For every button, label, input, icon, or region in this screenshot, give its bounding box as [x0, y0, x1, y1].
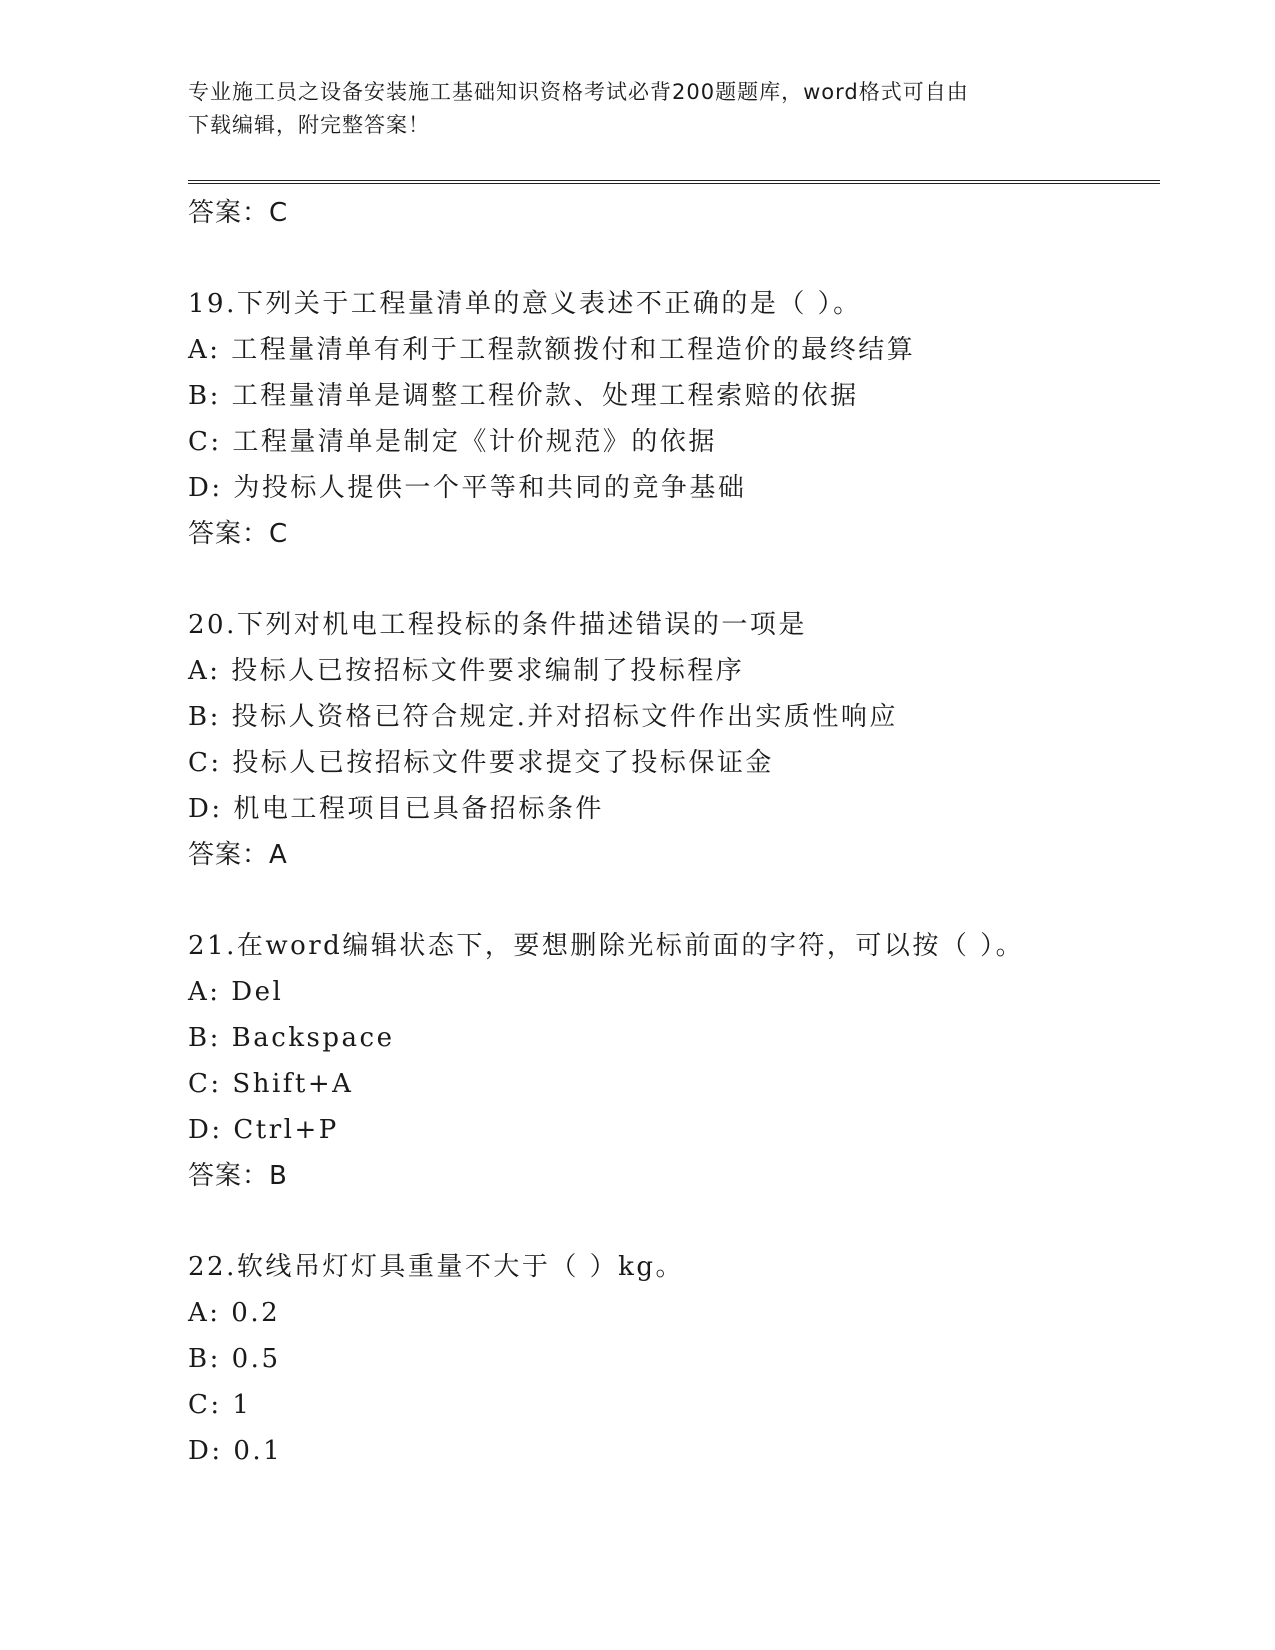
- answer-line: 答案：C: [188, 519, 289, 549]
- question-block: [188, 1244, 1160, 1474]
- option-d: D: Ctrl+P: [188, 1115, 339, 1145]
- question-spacer: [188, 1199, 1160, 1244]
- question-spacer: [188, 878, 1160, 923]
- question-spacer: [188, 557, 1160, 602]
- answer-line: 答案：B: [188, 1161, 288, 1191]
- question-stem: 22.软线吊灯灯具重量不大于（ ）kg。: [188, 1252, 685, 1282]
- answer-line: 答案：A: [188, 840, 288, 870]
- option-c: C: 1: [188, 1390, 252, 1420]
- header-line-1: 专业施工员之设备安装施工基础知识资格考试必背200题题库，word格式可自由: [188, 80, 969, 104]
- option-d: D: 0.1: [188, 1436, 283, 1466]
- option-d: D: 为投标人提供一个平等和共同的竞争基础: [188, 473, 747, 503]
- header-divider: [188, 180, 1160, 184]
- document-body: [188, 190, 1160, 1474]
- option-c: C: 投标人已按招标文件要求提交了投标保证金: [188, 748, 774, 778]
- option-a: A: 0.2: [188, 1298, 281, 1328]
- question-stem: 19.下列关于工程量清单的意义表述不正确的是（ ）。: [188, 289, 862, 319]
- option-b: B: Backspace: [188, 1023, 395, 1053]
- question-block: [188, 602, 1160, 878]
- option-b: B: 0.5: [188, 1344, 281, 1374]
- question-stem: 21.在word编辑状态下，要想删除光标前面的字符，可以按（ ）。: [188, 931, 1025, 961]
- answer-line: 答案：C: [188, 198, 289, 228]
- option-a: A: Del: [188, 977, 284, 1007]
- option-c: C: Shift+A: [188, 1069, 354, 1099]
- page-header: [188, 76, 1068, 142]
- question-stem: 20.下列对机电工程投标的条件描述错误的一项是: [188, 610, 807, 640]
- question-block: [188, 923, 1160, 1199]
- option-b: B: 投标人资格已符合规定.并对招标文件作出实质性响应: [188, 702, 898, 732]
- option-a: A: 投标人已按招标文件要求编制了投标程序: [188, 656, 745, 686]
- option-a: A: 工程量清单有利于工程款额拨付和工程造价的最终结算: [188, 335, 916, 365]
- option-c: C: 工程量清单是制定《计价规范》的依据: [188, 427, 717, 457]
- header-line-2: 下载编辑，附完整答案！: [188, 113, 430, 137]
- option-b: B: 工程量清单是调整工程价款、处理工程索赔的依据: [188, 381, 859, 411]
- question-block: [188, 281, 1160, 557]
- option-d: D: 机电工程项目已具备招标条件: [188, 794, 604, 824]
